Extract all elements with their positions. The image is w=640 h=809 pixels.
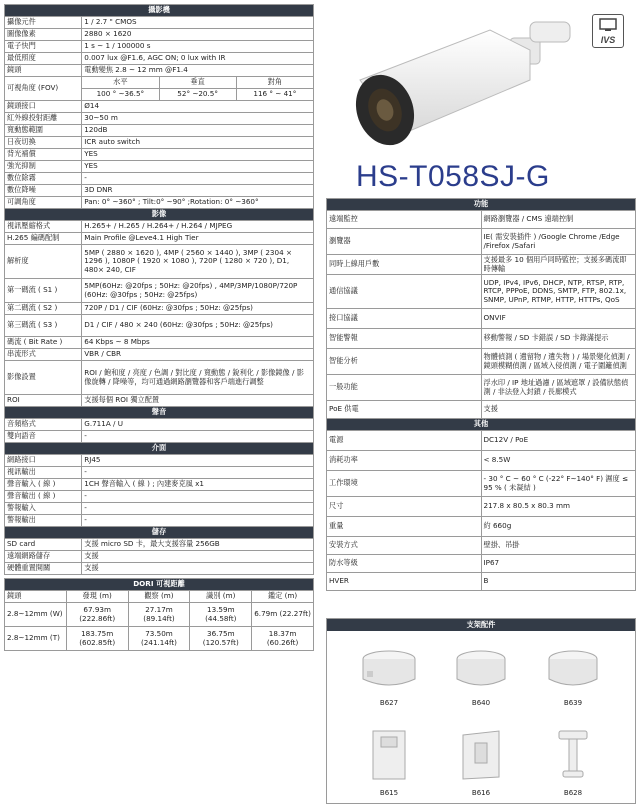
row-label: 網路接口 (5, 455, 82, 467)
row-label: 瀏覽器 (327, 229, 482, 255)
accessory-label: B639 (563, 699, 583, 707)
junction-box-icon (357, 645, 421, 693)
row-label: 一般功能 (327, 375, 482, 401)
ivs-badge (592, 14, 624, 48)
accessory-label: B615 (379, 789, 399, 797)
row-label: 警報輸出 (5, 515, 82, 527)
row-value: - 30 ° C ~ 60 ° C (-22° F~140° F) 濕度 ≤ 95 % ( 未凝結 ) (481, 471, 636, 497)
row-value: - (82, 173, 314, 185)
row-label: 遠端監控 (327, 211, 482, 229)
dori-cell: 6.79m (22.27ft) (252, 603, 314, 627)
row-value: - (82, 431, 314, 443)
camera-rows (5, 17, 314, 209)
row-value: 網路瀏覽器 / CMS 遠端控制 (481, 211, 636, 229)
row-label: 背光補償 (5, 149, 82, 161)
row-label: 遠端網路儲存 (5, 551, 82, 563)
row-label: 音頻格式 (5, 419, 82, 431)
row-value: 物體偵測 ( 遺留物 / 遺失物 ) / 場景變化偵測 / 鏡頭模糊偵測 / 區域入侵偵測 / 電子圍籬偵測 (481, 349, 636, 375)
dori-header: 觀察 (m) (128, 591, 190, 603)
row-label: 通信協議 (327, 275, 482, 309)
section-accessories: 支架配件 (327, 619, 635, 631)
row-label: 工作環境 (327, 471, 482, 497)
row-label: 聲音輸入 ( 線 ) (5, 479, 82, 491)
dori-cell: 36.75m (120.57ft) (190, 627, 252, 651)
section-other: 其他 (327, 419, 636, 431)
accessory-label: B627 (379, 699, 399, 707)
row-value: 30~50 m (82, 113, 314, 125)
row-value: 1CH 聲音輸入 ( 線 ) ; 內建麥克風 x1 (82, 479, 314, 491)
dori-cell: 73.50m (241.14ft) (128, 627, 190, 651)
row-label: ROI (5, 395, 82, 407)
row-label: 第三碼流 ( S3 ) (5, 315, 82, 337)
row-label: 第二碼流 ( S2 ) (5, 303, 82, 315)
row-label: 電子快門 (5, 41, 82, 53)
fov-header-v: 垂直 (159, 77, 236, 89)
spec-table-left (4, 4, 314, 651)
row-label: HVER (327, 573, 482, 591)
row-value: - (82, 515, 314, 527)
accessories-panel (326, 618, 636, 804)
row-value: YES (82, 161, 314, 173)
model-title: HS-T058SJ-G (356, 160, 550, 193)
row-value: ROI / 飽和度 / 亮度 / 色調 / 對比度 / 寬動態 / 銳利化 / 影像鏡像 / 影像旋轉 / 降噪等，均可通過網路瀏覽器和客戶端進行調整 (82, 361, 314, 395)
accessory-b628 (533, 727, 613, 797)
row-value: 電動變焦 2.8 ~ 12 mm @F1.4 (82, 65, 314, 77)
junction-box-icon (449, 645, 513, 693)
row-label: 數位除霧 (5, 173, 82, 185)
row-value: DC12V / PoE (481, 431, 636, 451)
row-value: Pan: 0° ~360° ; Tilt:0° ~90° ;Rotation: 0° ~360° (82, 197, 314, 209)
row-label: 圖像像素 (5, 29, 82, 41)
row-label: 寬動態範圍 (5, 125, 82, 137)
row-value: H.265+ / H.265 / H.264+ / H.264 / MJPEG (82, 221, 314, 233)
section-audio: 聲音 (5, 407, 314, 419)
row-label: 第一碼流 ( S1 ) (5, 279, 82, 303)
row-value: 移動警報 / SD 卡錯誤 / SD 卡錄滿提示 (481, 329, 636, 349)
row-label: 日夜切換 (5, 137, 82, 149)
dori-cell: 2.8~12mm (W) (5, 603, 67, 627)
monitor-icon (599, 18, 617, 32)
row-label: 雙向語音 (5, 431, 82, 443)
row-value: IP67 (481, 555, 636, 573)
row-value: G.711A / U (82, 419, 314, 431)
row-value: Ø14 (82, 101, 314, 113)
row-label: 鏡頭接口 (5, 101, 82, 113)
row-value: UDP, IPv4, IPv6, DHCP, NTP, RTSP, RTP, RTCP, PPPoE, DDNS, SMTP, FTP, 802.1x, SNMP, UPnP, RTMP, HTTP, HTTPs, QoS (481, 275, 636, 309)
row-value: 支援最多 10 個用戶同時監控；支援多碼流即時傳輸 (481, 255, 636, 275)
row-label: 解析度 (5, 245, 82, 279)
row-value: D1 / CIF / 480 × 240 (60Hz: @30fps ; 50Hz: @25fps) (82, 315, 314, 337)
row-label: 碼流 ( Bit Rate ) (5, 337, 82, 349)
row-value: 支援 (481, 401, 636, 419)
dori-header: 鏡頭 (5, 591, 67, 603)
dori-cell: 13.59m (44.58ft) (190, 603, 252, 627)
section-function: 功能 (327, 199, 636, 211)
accessory-b639 (533, 645, 613, 707)
dori-header: 鑑定 (m) (252, 591, 314, 603)
junction-box-icon (541, 645, 605, 693)
row-value: 720P / D1 / CIF (60Hz: @30fps ; 50Hz: @25fps) (82, 303, 314, 315)
accessory-b615 (349, 727, 429, 797)
row-label: 電源 (327, 431, 482, 451)
row-label: 紅外線投射距離 (5, 113, 82, 125)
row-value: < 8.5W (481, 451, 636, 471)
row-value: - (82, 503, 314, 515)
row-label: 鏡頭 (5, 65, 82, 77)
row-label: H.265 編碼配制 (5, 233, 82, 245)
row-label: 強光抑制 (5, 161, 82, 173)
accessory-label: B628 (563, 789, 583, 797)
spec-table-right (326, 198, 636, 591)
accessory-b627 (349, 645, 429, 707)
row-value: 5MP ( 2880 × 1620 ), 4MP ( 2560 × 1440 ), 3MP ( 2304 × 1296 ), 1080P ( 1920 × 1080 ), 720P ( 1280 × 720 ), D1, 480× 240, CIF (82, 245, 314, 279)
pole-mount-icon (449, 727, 513, 783)
row-value: Main Profile @Leve4.1 High Tier (82, 233, 314, 245)
bullet-camera-image (340, 10, 580, 160)
dori-header: 發現 (m) (66, 591, 128, 603)
mount-bracket-icon (357, 727, 421, 783)
row-label: 消耗功率 (327, 451, 482, 471)
ceiling-mount-icon (541, 727, 605, 783)
fov-value-h: 100 ° ~36.5° (82, 89, 159, 101)
row-label: PoE 供電 (327, 401, 482, 419)
row-label: 硬體重置開關 (5, 563, 82, 575)
row-label: 最低照度 (5, 53, 82, 65)
row-value: 64 Kbps ~ 8 Mbps (82, 337, 314, 349)
row-value: 5MP(60Hz: @20fps ; 50Hz: @20fps) , 4MP/3MP/1080P/720P (60Hz: @30fps ; 50Hz: @25fps) (82, 279, 314, 303)
dori-cell: 67.93m (222.86ft) (66, 603, 128, 627)
section-interface: 介面 (5, 443, 314, 455)
row-label: 尺寸 (327, 497, 482, 517)
row-label: 串流形式 (5, 349, 82, 361)
row-label: 警報輸入 (5, 503, 82, 515)
fov-value-d: 116 ° ~ 41° (236, 89, 313, 101)
row-label: 視訊輸出 (5, 467, 82, 479)
row-label: 重量 (327, 517, 482, 537)
dori-header: 識別 (m) (190, 591, 252, 603)
fov-label: 可視角度 (FOV) (5, 77, 82, 101)
ivs-label: IVS (600, 35, 616, 45)
row-value: VBR / CBR (82, 349, 314, 361)
row-label: 防水等級 (327, 555, 482, 573)
row-label: 同時上線用戶數 (327, 255, 482, 275)
row-value: 1 / 2.7 " CMOS (82, 17, 314, 29)
row-value: 120dB (82, 125, 314, 137)
row-value: 支援 micro SD 卡，最大支援容量 256GB (82, 539, 314, 551)
row-value: 1 s ~ 1 / 100000 s (82, 41, 314, 53)
section-storage: 儲存 (5, 527, 314, 539)
dori-cell: 18.37m (60.26ft) (252, 627, 314, 651)
accessory-label: B616 (471, 789, 491, 797)
row-label: 智能警報 (327, 329, 482, 349)
fov-header-d: 對角 (236, 77, 313, 89)
row-value: 支援 (82, 563, 314, 575)
accessory-b616 (441, 727, 521, 797)
row-value: 約 660g (481, 517, 636, 537)
row-label: 攝像元件 (5, 17, 82, 29)
row-label: 可調角度 (5, 197, 82, 209)
row-value: B (481, 573, 636, 591)
dori-cell: 2.8~12mm (T) (5, 627, 67, 651)
row-label: SD card (5, 539, 82, 551)
dori-cell: 183.75m (602.85ft) (66, 627, 128, 651)
row-value: 壁掛、吊掛 (481, 537, 636, 555)
row-label: 影像設置 (5, 361, 82, 395)
row-label: 視訊壓縮格式 (5, 221, 82, 233)
row-value: YES (82, 149, 314, 161)
row-value: 2880 × 1620 (82, 29, 314, 41)
fov-value-v: 52° ~20.5° (159, 89, 236, 101)
section-dori: DORI 可視距離 (5, 579, 314, 591)
section-camera: 攝影機 (5, 5, 314, 17)
dori-table (4, 578, 314, 651)
row-value: ONVIF (481, 309, 636, 329)
dori-cell: 27.17m (89.14ft) (128, 603, 190, 627)
row-value: 支援每個 ROI 獨立配置 (82, 395, 314, 407)
row-value: 0.007 lux @F1.6, AGC ON; 0 lux with IR (82, 53, 314, 65)
row-value: IE( 需安裝插件 ) /Google Chrome /Edge /Firefox /Safari (481, 229, 636, 255)
row-label: 智能分析 (327, 349, 482, 375)
row-value: 浮水印 / IP 地址過濾 / 區域遮罩 / 設備狀態偵測 / 非法登入封鎖 / 長廊模式 (481, 375, 636, 401)
accessory-b640 (441, 645, 521, 707)
row-value: ICR auto switch (82, 137, 314, 149)
row-value: - (82, 467, 314, 479)
dori-row-wide (5, 603, 314, 627)
row-label: 安裝方式 (327, 537, 482, 555)
fov-header-h: 水平 (82, 77, 159, 89)
dori-row-tele (5, 627, 314, 651)
row-value: 3D DNR (82, 185, 314, 197)
row-value: - (82, 491, 314, 503)
row-value: RJ45 (82, 455, 314, 467)
row-value: 217.8 x 80.5 x 80.3 mm (481, 497, 636, 517)
row-label: 數位降噪 (5, 185, 82, 197)
accessory-label: B640 (471, 699, 491, 707)
row-value: 支援 (82, 551, 314, 563)
section-image: 影像 (5, 209, 314, 221)
row-label: 接口協議 (327, 309, 482, 329)
row-label: 聲音輸出 ( 線 ) (5, 491, 82, 503)
